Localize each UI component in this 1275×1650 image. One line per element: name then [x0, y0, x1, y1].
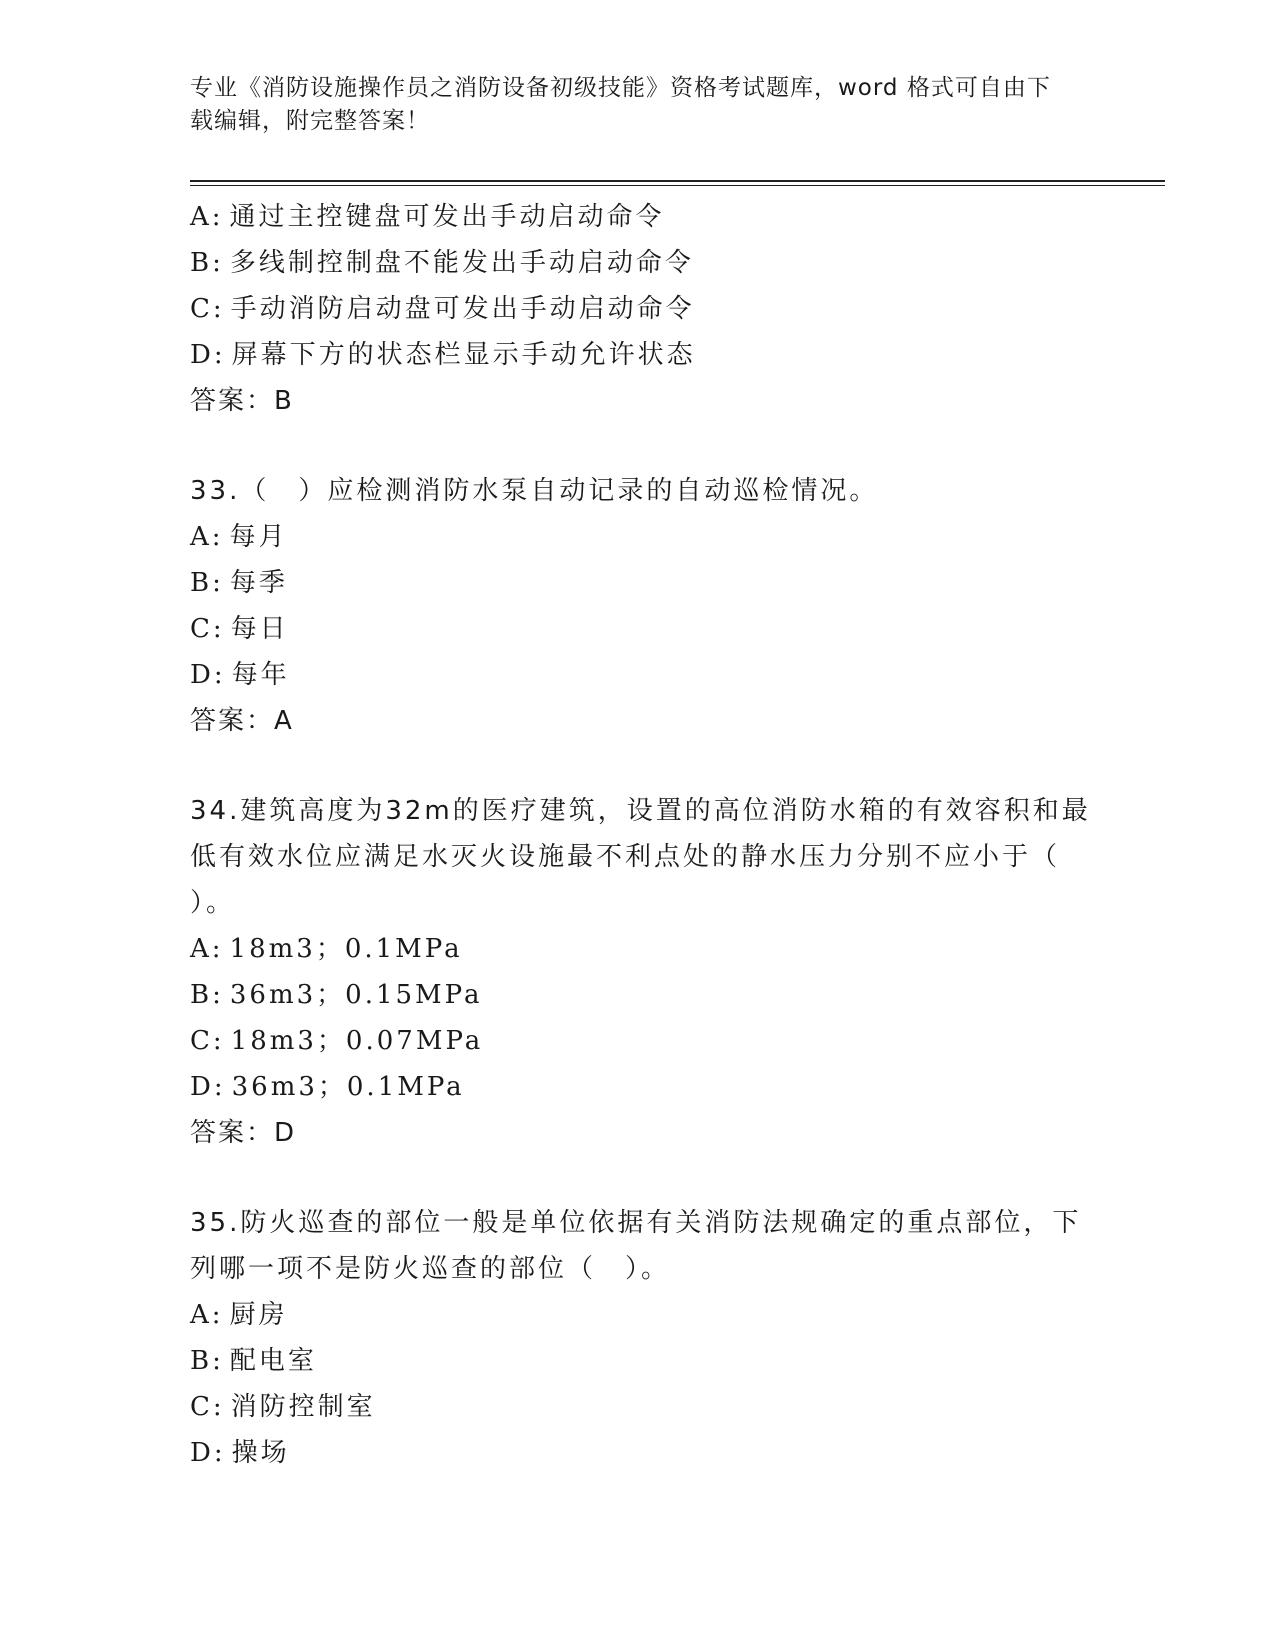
option-letter: B:	[190, 248, 224, 278]
option-text: 18m3；0.07MPa	[230, 1026, 484, 1056]
option-letter: D:	[190, 340, 226, 370]
option-a	[190, 514, 1090, 560]
option-text: 每月	[229, 522, 288, 552]
question-stem-line-2: 列哪一项不是防火巡查的部位（ ）。	[190, 1254, 671, 1284]
option-b	[190, 560, 1090, 606]
option-text: 每年	[231, 660, 290, 690]
answer-line: 答案：D	[190, 1118, 297, 1148]
option-text: 每日	[230, 614, 289, 644]
question-list	[190, 194, 1090, 1476]
option-c	[190, 1018, 1090, 1064]
option-text: 厨房	[229, 1300, 288, 1330]
option-letter: A:	[190, 934, 224, 964]
option-letter: A:	[190, 202, 224, 232]
option-letter: B:	[190, 980, 224, 1010]
answer-line: 答案：A	[190, 706, 294, 736]
document-header	[190, 72, 1090, 138]
option-b	[190, 972, 1090, 1018]
option-text: 36m3；0.15MPa	[229, 980, 483, 1010]
question-stem: 33.（ ）应检测消防水泵自动记录的自动巡检情况。	[190, 476, 879, 506]
option-d	[190, 332, 1090, 378]
option-letter: C:	[190, 1392, 225, 1422]
question-34	[190, 788, 1090, 1156]
option-text: 多线制控制盘不能发出手动启动命令	[229, 248, 694, 278]
option-letter: B:	[190, 568, 224, 598]
option-letter: C:	[190, 1026, 225, 1056]
spacer	[190, 744, 1090, 788]
option-c	[190, 286, 1090, 332]
option-letter: D:	[190, 1438, 226, 1468]
option-letter: C:	[190, 614, 225, 644]
option-text: 每季	[229, 568, 288, 598]
option-letter: B:	[190, 1346, 224, 1376]
spacer	[190, 1156, 1090, 1200]
header-title-line-2: 载编辑，附完整答案！	[190, 108, 430, 134]
option-d	[190, 1064, 1090, 1110]
option-text: 消防控制室	[230, 1392, 376, 1422]
option-c	[190, 606, 1090, 652]
question-stem-line-3: ）。	[190, 888, 236, 918]
option-text: 36m3；0.1MPa	[231, 1072, 465, 1102]
option-text: 屏幕下方的状态栏显示手动允许状态	[231, 340, 696, 370]
option-a	[190, 194, 1090, 240]
option-text: 操场	[231, 1438, 290, 1468]
option-text: 通过主控键盘可发出手动启动命令	[229, 202, 665, 232]
option-letter: A:	[190, 522, 224, 552]
option-c	[190, 1384, 1090, 1430]
option-letter: D:	[190, 660, 226, 690]
option-text: 18m3；0.1MPa	[229, 934, 463, 964]
spacer	[190, 424, 1090, 468]
option-a	[190, 926, 1090, 972]
option-text: 手动消防启动盘可发出手动启动命令	[230, 294, 695, 324]
option-letter: A:	[190, 1300, 224, 1330]
question-stem-line-2: 低有效水位应满足水灭火设施最不利点处的静水压力分别不应小于（	[190, 842, 1061, 872]
option-b	[190, 240, 1090, 286]
option-d	[190, 652, 1090, 698]
header-title-line-1: 专业《消防设施操作员之消防设备初级技能》资格考试题库，word 格式可自由下	[190, 75, 1051, 101]
question-35	[190, 1200, 1090, 1476]
option-d	[190, 1430, 1090, 1476]
option-a	[190, 1292, 1090, 1338]
question-stem-line-1: 35.防火巡查的部位一般是单位依据有关消防法规确定的重点部位，下	[190, 1208, 1082, 1238]
question-33	[190, 468, 1090, 744]
question-stem-line-1: 34.建筑高度为32m的医疗建筑，设置的高位消防水箱的有效容积和最	[190, 796, 1091, 826]
header-divider	[190, 180, 1165, 186]
option-text: 配电室	[229, 1346, 317, 1376]
answer-line: 答案：B	[190, 386, 294, 416]
option-letter: D:	[190, 1072, 226, 1102]
option-letter: C:	[190, 294, 225, 324]
question-32	[190, 194, 1090, 424]
option-b	[190, 1338, 1090, 1384]
